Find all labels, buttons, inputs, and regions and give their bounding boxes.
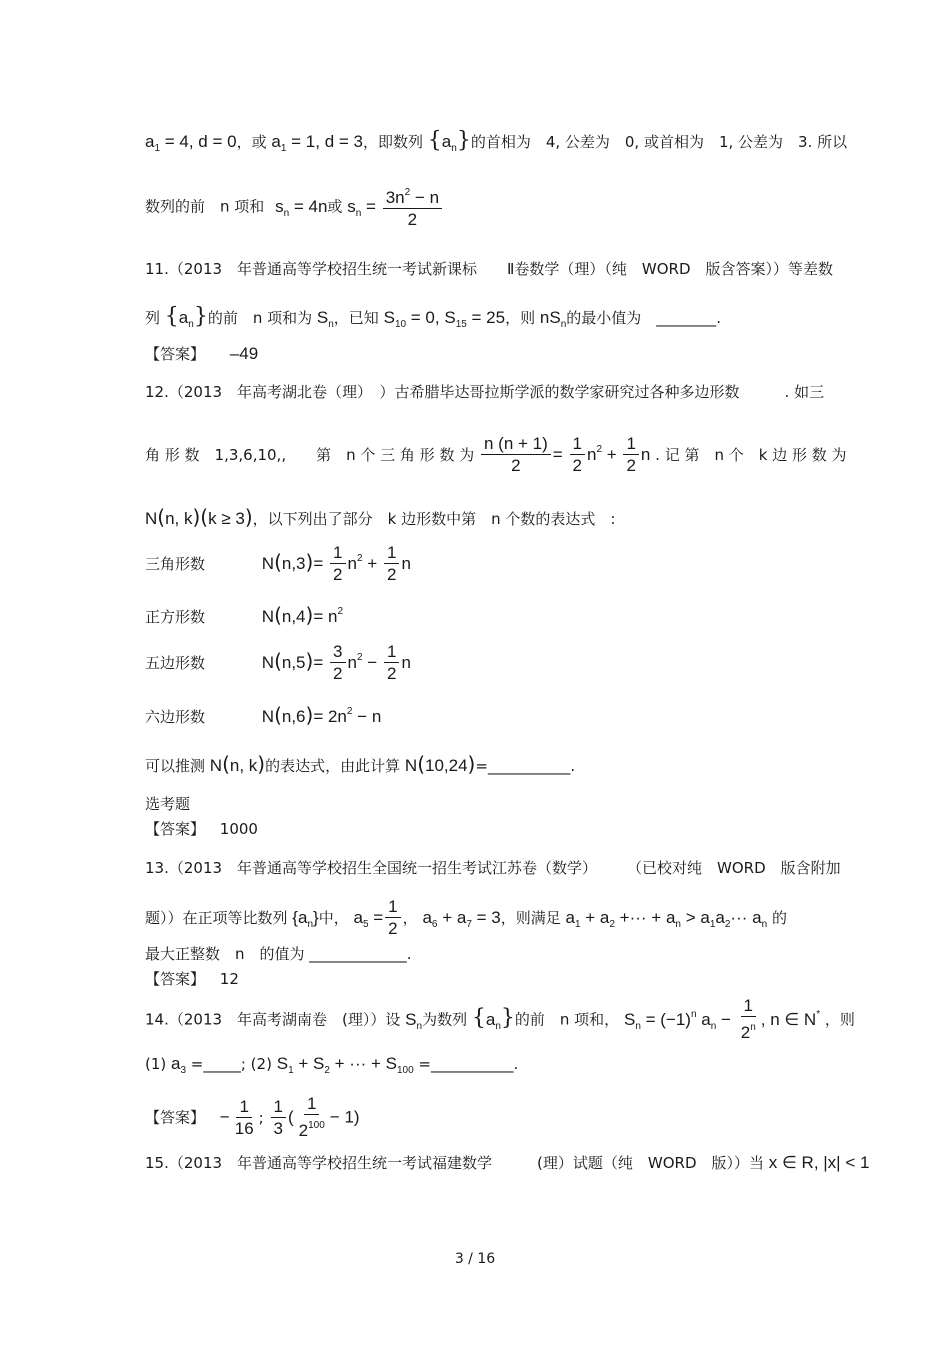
q12-line-2: 角 形 数 1,3,6,10,, 第 n 个 三 角 形 数 为 $\frac{n (n + 1)}{2}$ = $\frac{1}{2}$ $n^2$ + $\frac{1}{2}$ n . 记 第 n 个 k 边 形 数 为 xyxy=(145,434,847,475)
q12-row-square: 正方形数 $N(n,4)= n^2$ xyxy=(145,603,343,627)
q11-line-2: 列 $\{a_n\}$的前 n 项和为 $S_n$，已知 $S_{10} = 0$, $S_{15} = 25$，则 $nS_n$的最小值为 ________. xyxy=(145,304,722,330)
q14-line-1: 14.（2013 年高考湖南卷 (理））设 $S_n$为数列 $\{a_n\}$的前 n 项和， $S_n = (-1)^n$ $a_n$ − $\frac{1}{2^n}$ , n ∈ N* ，则 xyxy=(145,996,855,1042)
q12-row-triangle: 三角形数 N(n,3)= $\frac{1}{2}$ $n^2$ + $\frac{1}{2}$ n xyxy=(145,543,411,584)
q11-line-1: 11.（2013 年普通高等学校招生统一考试新课标 Ⅱ卷数学（理）（纯 WORD 版含答案））等差数 xyxy=(145,260,834,278)
q11-answer: 【答案】 –49 xyxy=(145,344,259,363)
q13-line-3: 最大正整数 n 的值为 _____________. xyxy=(145,945,412,963)
q13-line-2: 题））在正项等比数列 $\{a_n\}$中， $a_5$ = $\frac{1}{2}$ ， $a_6 + a_7 = 3$，则满足 $a_1 + a_2$ +··· + $a_n > a_1a_2\cdot\cdot\cdot a_n$ 的 xyxy=(145,897,787,938)
solution-line-1: $a_1 = 4$, d = 0，或 $a_1 = 1$, d = 3，即数列 $\{a_n\}$的首相为 4, 公差为 0, 或首相为 1, 公差为 3. 所以 xyxy=(145,128,848,154)
q14-line-2: (1) $a_3$ =_____; (2) $S_1 + S_2$ + ··· + $S_{100}$ =___________. xyxy=(145,1054,519,1076)
solution-line-2: 数列的前 n 项和 $s_n = 4n$或 $s_n$ = $\frac{3n^2 - n}{2}$ xyxy=(145,183,444,231)
q15-line-1: 15.（2013 年普通高等学校招生统一考试福建数学 (理）试题（纯 WORD 版））当 x ∈ R, |x| < 1 xyxy=(145,1153,870,1172)
q12-row-pentagon: 五边形数 N(n,5)= $\frac{3}{2}$ $n^2$ − $\frac{1}{2}$ n xyxy=(145,642,411,683)
q12-xuankao: 选考题 xyxy=(145,795,191,813)
q12-answer: 【答案】 1000 xyxy=(145,820,258,838)
q12-line-3: N(n, k)(k ≥ 3)，以下列出了部分 k 边形数中第 n 个数的表达式 : xyxy=(145,505,616,529)
q12-line-guess: 可以推测 N(n, k)的表达式，由此计算 N(10,24)=___________. xyxy=(145,752,576,776)
q12-line-1: 12.（2013 年高考湖北卷（理） ）古希腊毕达哥拉斯学派的数学家研究过各种多边形数 . 如三 xyxy=(145,383,825,401)
q14-answer: 【答案】 − $\frac{1}{16}$ ; $\frac{1}{3}$ ( $\frac{1}{2^{100}}$ − 1) xyxy=(145,1094,360,1140)
q13-line-1: 13.（2013 年普通高等学校招生全国统一招生考试江苏卷（数学） （已校对纯 WORD 版含附加 xyxy=(145,859,841,877)
q12-row-hexagon: 六边形数 $N(n,6)= 2n^2 - n$ xyxy=(145,703,382,727)
page-number: 3 / 16 xyxy=(454,1251,496,1267)
q13-answer: 【答案】 12 xyxy=(145,970,239,988)
